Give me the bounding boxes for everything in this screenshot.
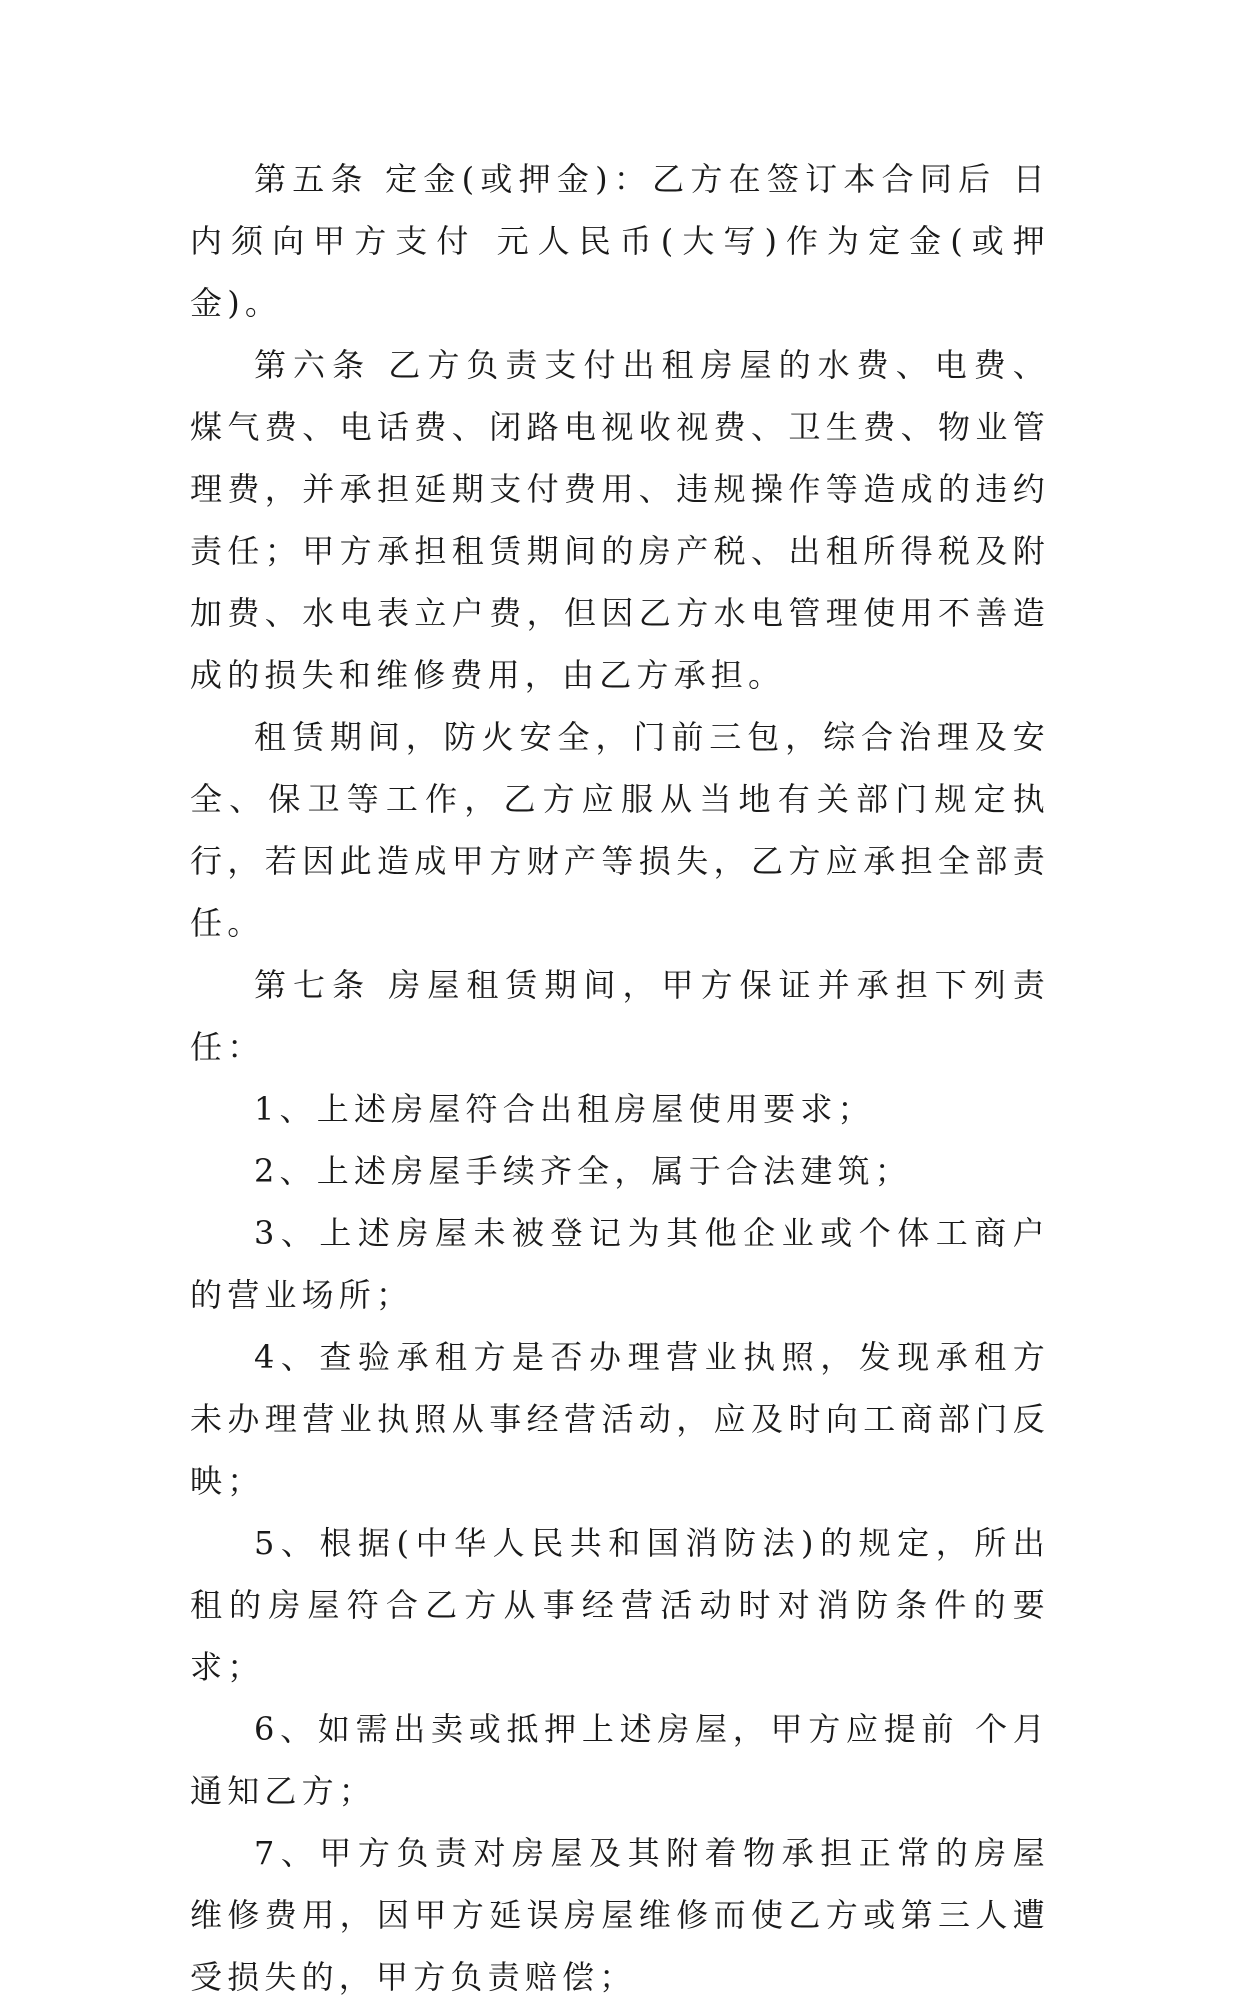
paragraph-lease-safety: 租赁期间，防火安全，门前三包，综合治理及安全、保卫等工作，乙方应服从当地有关部门规定执行，若因此造成甲方财产等损失，乙方应承担全部责任。 (190, 718, 1050, 942)
paragraph-article-6: 第六条 乙方负责支付出租房屋的水费、电费、煤气费、电话费、闭路电视收视费、卫生费、物业管理费，并承担延期支付费用、违规操作等造成的违约责任；甲方承担租赁期间的房产税、出租所得税及附加费、水电表立户费，但因乙方水电管理使用不善造成的损失和维修费用，由乙方承担。 (190, 346, 1050, 694)
list-item-3: 3、上述房屋未被登记为其他企业或个体工商户的营业场所； (190, 1214, 1050, 1314)
list-item-2: 2、上述房屋手续齐全，属于合法建筑； (254, 1152, 912, 1190)
list-item-5: 5、根据(中华人民共和国消防法)的规定，所出租的房屋符合乙方从事经营活动时对消防条件的要求； (190, 1524, 1050, 1686)
list-item-7: 7、甲方负责对房屋及其附着物承担正常的房屋维修费用，因甲方延误房屋维修而使乙方或第三人遭受损失的，甲方负责赔偿； (190, 1834, 1050, 1996)
list-item-1: 1、上述房屋符合出租房屋使用要求； (254, 1090, 875, 1128)
paragraph-article-7: 第七条 房屋租赁期间，甲方保证并承担下列责任： (190, 966, 1050, 1066)
paragraph-article-5: 第五条 定金(或押金)：乙方在签订本合同后 日内须向甲方支付 元人民币(大写)作为定金(或押金)。 (190, 160, 1050, 322)
document-page (190, 148, 1050, 2008)
list-item-4: 4、查验承租方是否办理营业执照，发现承租方未办理营业执照从事经营活动，应及时向工商部门反映； (190, 1338, 1050, 1500)
list-item-6: 6、如需出卖或抵押上述房屋，甲方应提前 个月通知乙方； (190, 1710, 1050, 1810)
